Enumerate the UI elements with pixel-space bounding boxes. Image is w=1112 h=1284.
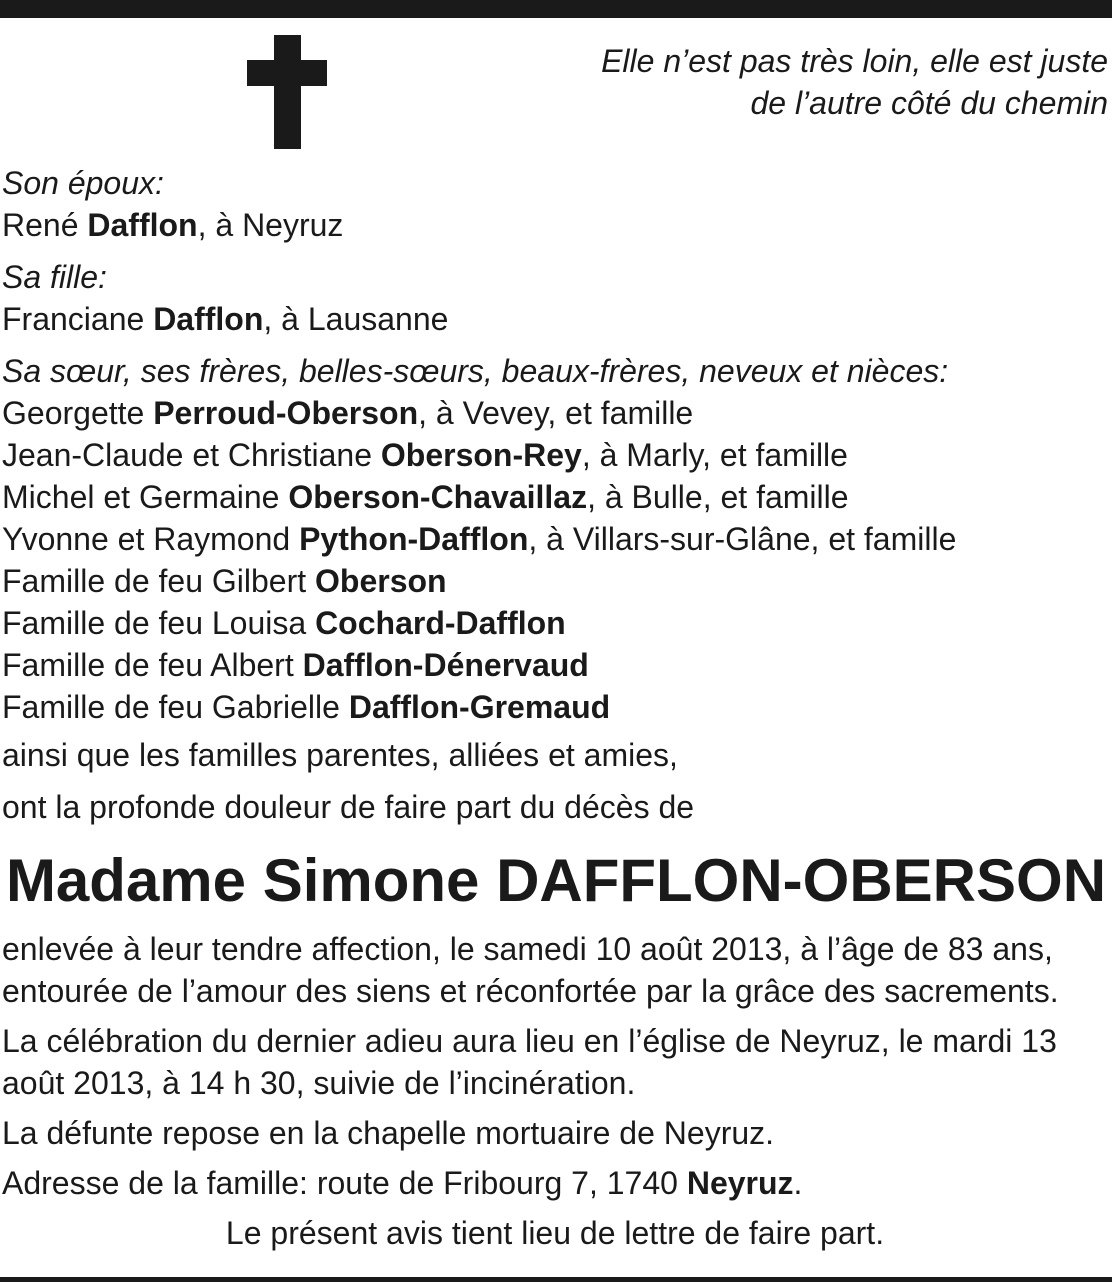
family-entry: Yvonne et Raymond Python-Dafflon, à Villars-sur-Glâne, et famille [2, 521, 957, 557]
quote-line-1: Elle n’est pas très loin, elle est juste [601, 43, 1108, 79]
family-entry: Famille de feu Albert Dafflon-Dénervaud [2, 647, 589, 683]
family-entry: Michel et Germaine Oberson-Chavaillaz, à Bulle, et famille [2, 479, 849, 515]
cross-icon [247, 35, 327, 149]
closing-note: Le présent avis tient lieu de lettre de faire part. [225, 1215, 885, 1251]
quote-line-2: de l’autre côté du chemin [750, 85, 1108, 121]
family-entry: Famille de feu Gabrielle Dafflon-Gremaud [2, 689, 611, 725]
family-heading: Sa fille: [2, 259, 107, 295]
family-entry: Georgette Perroud-Oberson, à Vevey, et famille [2, 395, 694, 431]
chapel-notice: La défunte repose en la chapelle mortuaire de Neyruz. [2, 1115, 775, 1151]
family-heading: Sa sœur, ses frères, belles-sœurs, beaux-frères, neveux et nièces: [2, 353, 949, 389]
epigraph-quote [468, 40, 1108, 124]
family-entry: Famille de feu Gilbert Oberson [2, 563, 447, 599]
death-notice: enlevée à leur tendre affection, le samedi 10 août 2013, à l’âge de 83 ans, entourée de l’amour des siens et réconfortée par la grâce des sacrements. [2, 931, 1059, 1009]
family-address: Adresse de la famille: route de Fribourg 7, 1740 Neyruz. [2, 1165, 803, 1201]
deceased-name: Madame Simone DAFFLON-OBERSON [5, 847, 1107, 914]
bottom-rule [0, 1277, 1112, 1282]
top-rule [0, 0, 1112, 18]
family-entry: Jean-Claude et Christiane Oberson-Rey, à Marly, et famille [2, 437, 848, 473]
announcement [2, 734, 1108, 828]
details [2, 928, 1108, 1254]
family-entry: René Dafflon, à Neyruz [2, 207, 344, 243]
ceremony-notice: La célébration du dernier adieu aura lieu en l’église de Neyruz, le mardi 13 août 2013, à 14 h 30, suivie de l’incinération. [2, 1023, 1057, 1101]
family-heading: Son époux: [2, 165, 164, 201]
family-entry: Franciane Dafflon, à Lausanne [2, 301, 449, 337]
family-entry: Famille de feu Louisa Cochard-Dafflon [2, 605, 566, 641]
family-list [2, 162, 1108, 728]
announcement-line-2: ont la profonde douleur de faire part du décès de [2, 789, 695, 825]
announcement-line-1: ainsi que les familles parentes, alliées et amies, [2, 737, 678, 773]
